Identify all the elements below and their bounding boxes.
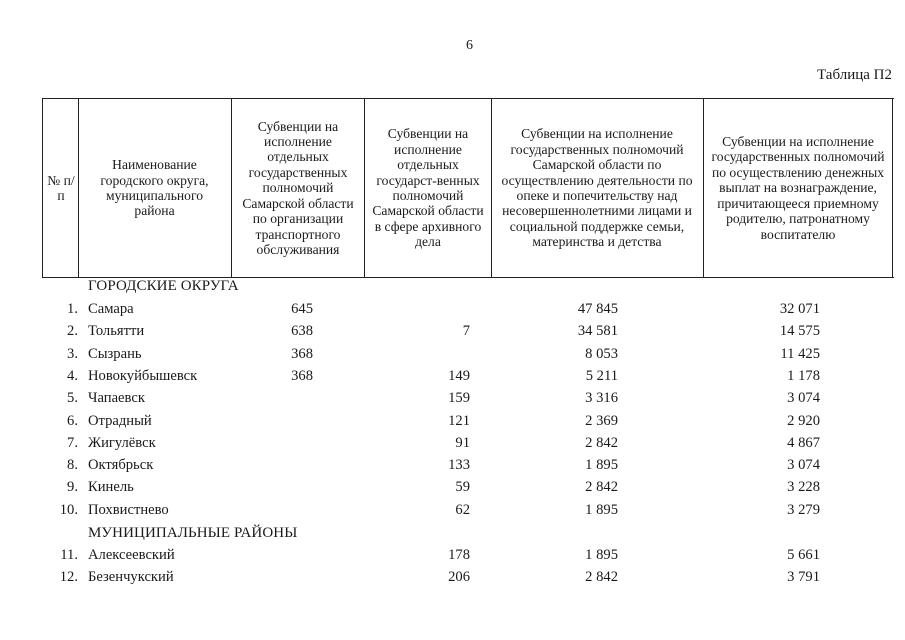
transport-value: 368 xyxy=(291,367,313,384)
header-number: № п/п xyxy=(47,172,75,203)
guardianship-value: 34 581 xyxy=(577,323,618,340)
column-divider xyxy=(78,99,79,277)
table-row xyxy=(0,368,905,390)
table-row xyxy=(0,569,905,591)
table-row xyxy=(0,547,905,569)
header-transport: Субвенции на исполнение отдельных государственных полномочий Самарской области по организации транспортного обслуживания xyxy=(242,118,354,257)
row-number: 8. xyxy=(67,457,78,474)
row-name: Самара xyxy=(88,301,134,317)
foster-value: 3 228 xyxy=(787,479,820,496)
foster-value: 11 425 xyxy=(780,345,820,362)
foster-value: 5 661 xyxy=(787,547,820,563)
foster-value: 2 920 xyxy=(787,412,820,429)
column-divider xyxy=(42,99,43,277)
header-name: Наименование городского округа, муниципального района xyxy=(100,157,209,219)
row-name: Чапаевск xyxy=(88,390,145,407)
row-number: 6. xyxy=(67,412,78,429)
column-divider xyxy=(491,99,492,277)
header-foster: Субвенции на исполнение государственных полномочий по осуществлению денежных выплат на вознаграждение, причитающееся приемному родителю, патронатному воспитателю xyxy=(711,134,885,242)
table-header xyxy=(42,98,894,278)
row-number: 4. xyxy=(67,367,78,384)
header-archive: Субвенции на исполнение отдельных государст-венных полномочий Самарской области в сфере архивного дела xyxy=(372,126,484,250)
archive-value: 62 xyxy=(455,501,470,518)
transport-value: 638 xyxy=(291,323,313,340)
table-row xyxy=(0,323,905,345)
row-number: 11. xyxy=(60,547,78,563)
row-number: 10. xyxy=(59,501,78,518)
row-name: Алексеевский xyxy=(88,547,175,563)
archive-value: 159 xyxy=(448,390,470,407)
archive-value: 59 xyxy=(455,479,470,496)
guardianship-value: 8 053 xyxy=(585,345,618,362)
guardianship-value: 3 316 xyxy=(585,390,618,407)
guardianship-value: 5 211 xyxy=(585,367,618,384)
column-divider xyxy=(892,99,893,277)
row-name: Безенчукский xyxy=(88,569,174,586)
table-row xyxy=(0,479,905,501)
page-number: 6 xyxy=(466,38,473,53)
table-row xyxy=(0,502,905,524)
guardianship-value: 2 842 xyxy=(585,434,618,451)
row-number: 1. xyxy=(67,301,78,317)
row-number: 12. xyxy=(59,569,78,586)
table-row xyxy=(0,301,905,323)
row-number: 5. xyxy=(67,390,78,407)
table-row xyxy=(0,435,905,457)
table-row xyxy=(0,457,905,479)
foster-value: 3 074 xyxy=(787,390,820,407)
header-guardianship: Субвенции на исполнение государственных полномочий Самарской области по осуществлению деятельности по опеке и попечительству над несовершеннолетними лицами и социальной поддержке семьи, материнства и детства xyxy=(501,126,693,250)
archive-value: 178 xyxy=(448,547,470,563)
row-name: Новокуйбышевск xyxy=(88,367,198,384)
archive-value: 7 xyxy=(462,323,470,340)
row-name: Сызрань xyxy=(88,345,142,362)
row-name: Жигулёвск xyxy=(88,434,156,451)
transport-value: 368 xyxy=(291,345,313,362)
row-number: 3. xyxy=(67,345,78,362)
archive-value: 91 xyxy=(455,434,470,451)
table-caption: Таблица П2 xyxy=(817,67,892,83)
row-number: 7. xyxy=(67,434,78,451)
archive-value: 133 xyxy=(448,457,470,474)
foster-value: 14 575 xyxy=(779,323,820,340)
row-name: Кинель xyxy=(88,479,134,496)
archive-value: 149 xyxy=(448,367,470,384)
row-name: Тольятти xyxy=(88,323,145,340)
guardianship-value: 2 369 xyxy=(585,412,618,429)
table-row xyxy=(0,346,905,368)
column-divider xyxy=(231,99,232,277)
guardianship-value: 2 842 xyxy=(585,479,618,496)
guardianship-value: 47 845 xyxy=(577,301,618,317)
guardianship-value: 2 842 xyxy=(585,569,618,586)
foster-value: 32 071 xyxy=(779,301,820,317)
guardianship-value: 1 895 xyxy=(585,501,618,518)
guardianship-value: 1 895 xyxy=(585,457,618,474)
section-title-municipal: МУНИЦИПАЛЬНЫЕ РАЙОНЫ xyxy=(88,525,298,541)
table-row xyxy=(0,413,905,435)
guardianship-value: 1 895 xyxy=(585,547,618,563)
archive-value: 206 xyxy=(448,569,470,586)
column-divider xyxy=(703,99,704,277)
table-row xyxy=(0,390,905,412)
row-name: Похвистнево xyxy=(88,501,169,518)
archive-value: 121 xyxy=(448,412,470,429)
row-number: 2. xyxy=(67,323,78,340)
column-divider xyxy=(364,99,365,277)
row-name: Отрадный xyxy=(88,412,152,429)
foster-value: 3 074 xyxy=(787,457,820,474)
section-title-urban: ГОРОДСКИЕ ОКРУГА xyxy=(88,278,239,294)
foster-value: 3 791 xyxy=(787,569,820,586)
foster-value: 3 279 xyxy=(787,501,820,518)
transport-value: 645 xyxy=(291,301,313,317)
foster-value: 1 178 xyxy=(787,367,820,384)
row-name: Октябрьск xyxy=(88,457,154,474)
foster-value: 4 867 xyxy=(787,434,820,451)
row-number: 9. xyxy=(67,479,78,496)
